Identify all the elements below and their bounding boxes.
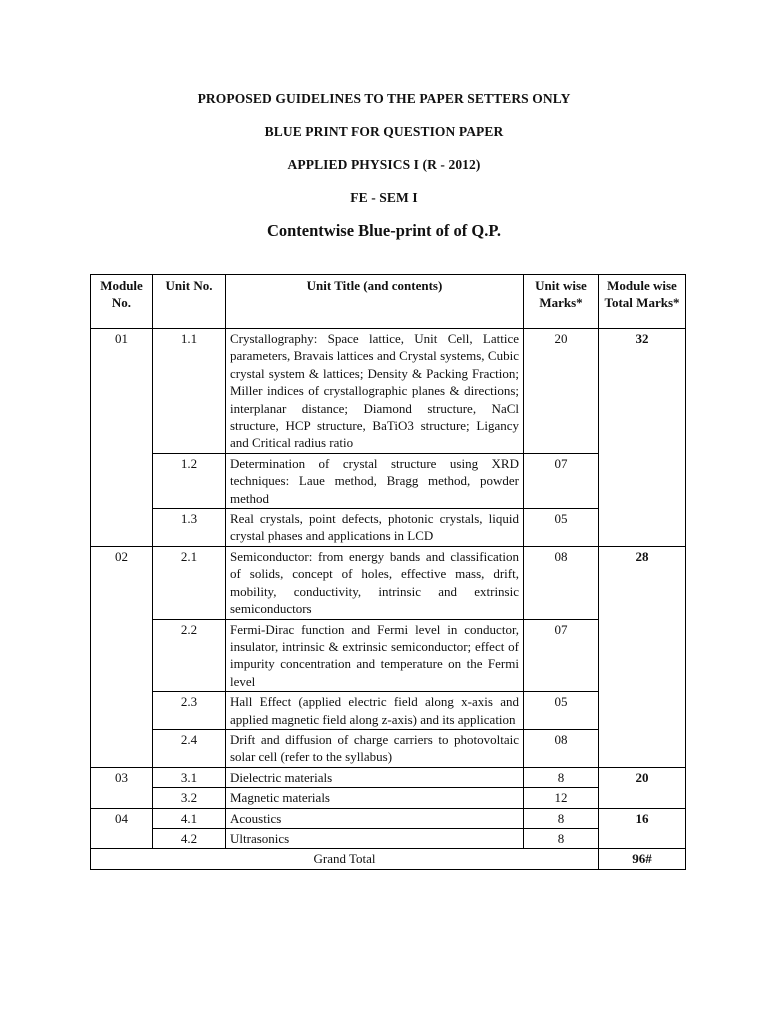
contentwise-subtitle: Contentwise Blue-print of of Q.P. — [266, 221, 502, 240]
module-total: 16 — [599, 808, 686, 849]
unit-number: 1.3 — [153, 509, 226, 547]
col-title-header: Unit Title (and contents) — [226, 275, 524, 329]
unit-number: 2.3 — [153, 692, 226, 730]
unit-title: Determination of crystal structure using XRD techniques: Laue method, Bragg method, powder method — [226, 453, 524, 508]
unit-marks: 05 — [524, 692, 599, 730]
unit-marks: 12 — [524, 788, 599, 808]
unit-marks: 05 — [524, 509, 599, 547]
unit-marks: 20 — [524, 329, 599, 454]
guidelines-heading: PROPOSED GUIDELINES TO THE PAPER SETTERS ONLY — [197, 91, 571, 106]
unit-number: 2.2 — [153, 619, 226, 692]
col-module-header: Module No. — [91, 275, 153, 329]
table-row — [91, 329, 686, 454]
table-row — [91, 828, 686, 848]
table-row — [91, 546, 686, 619]
unit-title: Fermi-Dirac function and Fermi level in conductor, insulator, intrinsic & extrinsic semiconductor; effect of impurity concentration and temperature on the Fermi level — [226, 619, 524, 692]
unit-marks: 8 — [524, 767, 599, 787]
unit-marks: 08 — [524, 546, 599, 619]
unit-number: 1.1 — [153, 329, 226, 454]
unit-number: 3.2 — [153, 788, 226, 808]
semester-heading: FE - SEM I — [350, 190, 418, 205]
blueprint-heading: BLUE PRINT FOR QUESTION PAPER — [264, 124, 504, 139]
module-number: 03 — [91, 767, 153, 808]
unit-title: Drift and diffusion of charge carriers to photovoltaic solar cell (refer to the syllabus) — [226, 729, 524, 767]
unit-title: Real crystals, point defects, photonic crystals, liquid crystal phases and applications in LCD — [226, 509, 524, 547]
unit-number: 4.2 — [153, 828, 226, 848]
module-number: 02 — [91, 546, 153, 767]
unit-title: Acoustics — [226, 808, 524, 828]
module-total: 20 — [599, 767, 686, 808]
table-row — [91, 729, 686, 767]
grand-total-value: 96# — [599, 849, 686, 869]
unit-number: 4.1 — [153, 808, 226, 828]
unit-number: 2.4 — [153, 729, 226, 767]
table-row — [91, 692, 686, 730]
table-row — [91, 788, 686, 808]
unit-marks: 07 — [524, 453, 599, 508]
module-number: 01 — [91, 329, 153, 547]
module-total: 32 — [599, 329, 686, 547]
unit-number: 3.1 — [153, 767, 226, 787]
unit-title: Semiconductor: from energy bands and classification of solids, concept of holes, effective mass, drift, mobility, conductivity, intrinsic and extrinsic semiconductors — [226, 546, 524, 619]
table-header-row — [91, 275, 686, 329]
module-total: 28 — [599, 546, 686, 767]
grand-total-row — [91, 849, 686, 869]
table-row — [91, 808, 686, 828]
unit-marks: 8 — [524, 808, 599, 828]
table-row — [91, 767, 686, 787]
unit-number: 1.2 — [153, 453, 226, 508]
col-unit-marks-header: Unit wise Marks* — [524, 275, 599, 329]
unit-number: 2.1 — [153, 546, 226, 619]
table-row — [91, 453, 686, 508]
module-number: 04 — [91, 808, 153, 849]
unit-marks: 8 — [524, 828, 599, 848]
course-heading: APPLIED PHYSICS I (R - 2012) — [287, 157, 481, 172]
unit-marks: 08 — [524, 729, 599, 767]
unit-marks: 07 — [524, 619, 599, 692]
col-module-total-header: Module wise Total Marks* — [599, 275, 686, 329]
unit-title: Hall Effect (applied electric field along x-axis and applied magnetic field along z-axis) and its application — [226, 692, 524, 730]
unit-title: Magnetic materials — [226, 788, 524, 808]
unit-title: Crystallography: Space lattice, Unit Cell, Lattice parameters, Bravais lattices and Crystal systems, Cubic crystal system & lattices; Density & Packing Fraction; Miller indices of crystallographic planes & directions; interplanar distance; Diamond structure, NaCl structure, HCP structure, BaTiO3 structure; Ligancy and Critical radius ratio — [226, 329, 524, 454]
table-row — [91, 509, 686, 547]
col-unit-header: Unit No. — [153, 275, 226, 329]
grand-total-label: Grand Total — [91, 849, 599, 869]
unit-title: Ultrasonics — [226, 828, 524, 848]
blueprint-table — [90, 274, 686, 870]
unit-title: Dielectric materials — [226, 767, 524, 787]
table-row — [91, 619, 686, 692]
